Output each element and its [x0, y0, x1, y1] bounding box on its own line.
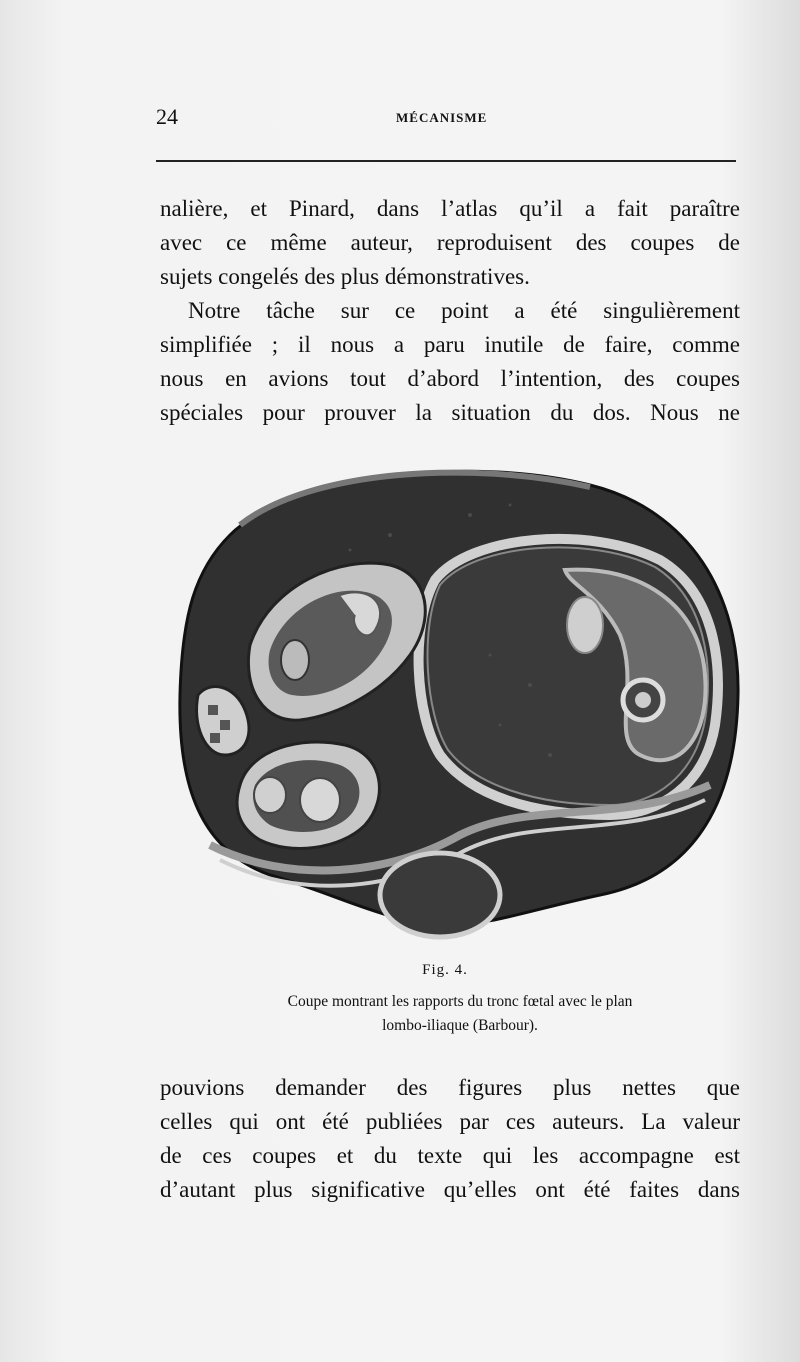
text-line: spéciales pour prouver la situation du dos. Nous ne [160, 400, 740, 425]
paragraph-2 [160, 294, 740, 430]
paragraph-1 [160, 192, 740, 294]
anatomical-cross-section-figure [170, 455, 745, 950]
text-line: simplifiée ; il nous a paru inutile de faire, comme [160, 332, 740, 357]
text-line: nalière, et Pinard, dans l’atlas qu’il a fait paraître [160, 196, 740, 221]
caption-line: Coupe montrant les rapports du tronc fœtal avec le plan [287, 993, 633, 1010]
text-line: de ces coupes et du texte qui les accompagne est [160, 1143, 740, 1168]
text-line: sujets congelés des plus démonstratives. [160, 264, 530, 289]
figure-label: Fig. 4. [422, 962, 468, 978]
paragraph-3 [160, 1071, 740, 1207]
text-line: Notre tâche sur ce point a été singulièrement [188, 298, 740, 323]
text-line: nous en avions tout d’abord l’intention, des coupes [160, 366, 740, 391]
text-line: pouvions demander des figures plus nettes que [160, 1075, 740, 1100]
caption-line: lombo-iliaque (Barbour). [382, 1017, 538, 1034]
page-number: 24 [156, 104, 178, 129]
header-rule [156, 160, 736, 162]
text-line: avec ce même auteur, reproduisent des coupes de [160, 230, 740, 255]
text-line: celles qui ont été publiées par ces auteurs. La valeur [160, 1109, 740, 1134]
page-header [156, 104, 736, 134]
running-head: MÉCANISME [396, 110, 488, 125]
figure-caption [160, 990, 760, 1038]
text-line: d’autant plus significative qu’elles ont été faites dans [160, 1177, 740, 1202]
